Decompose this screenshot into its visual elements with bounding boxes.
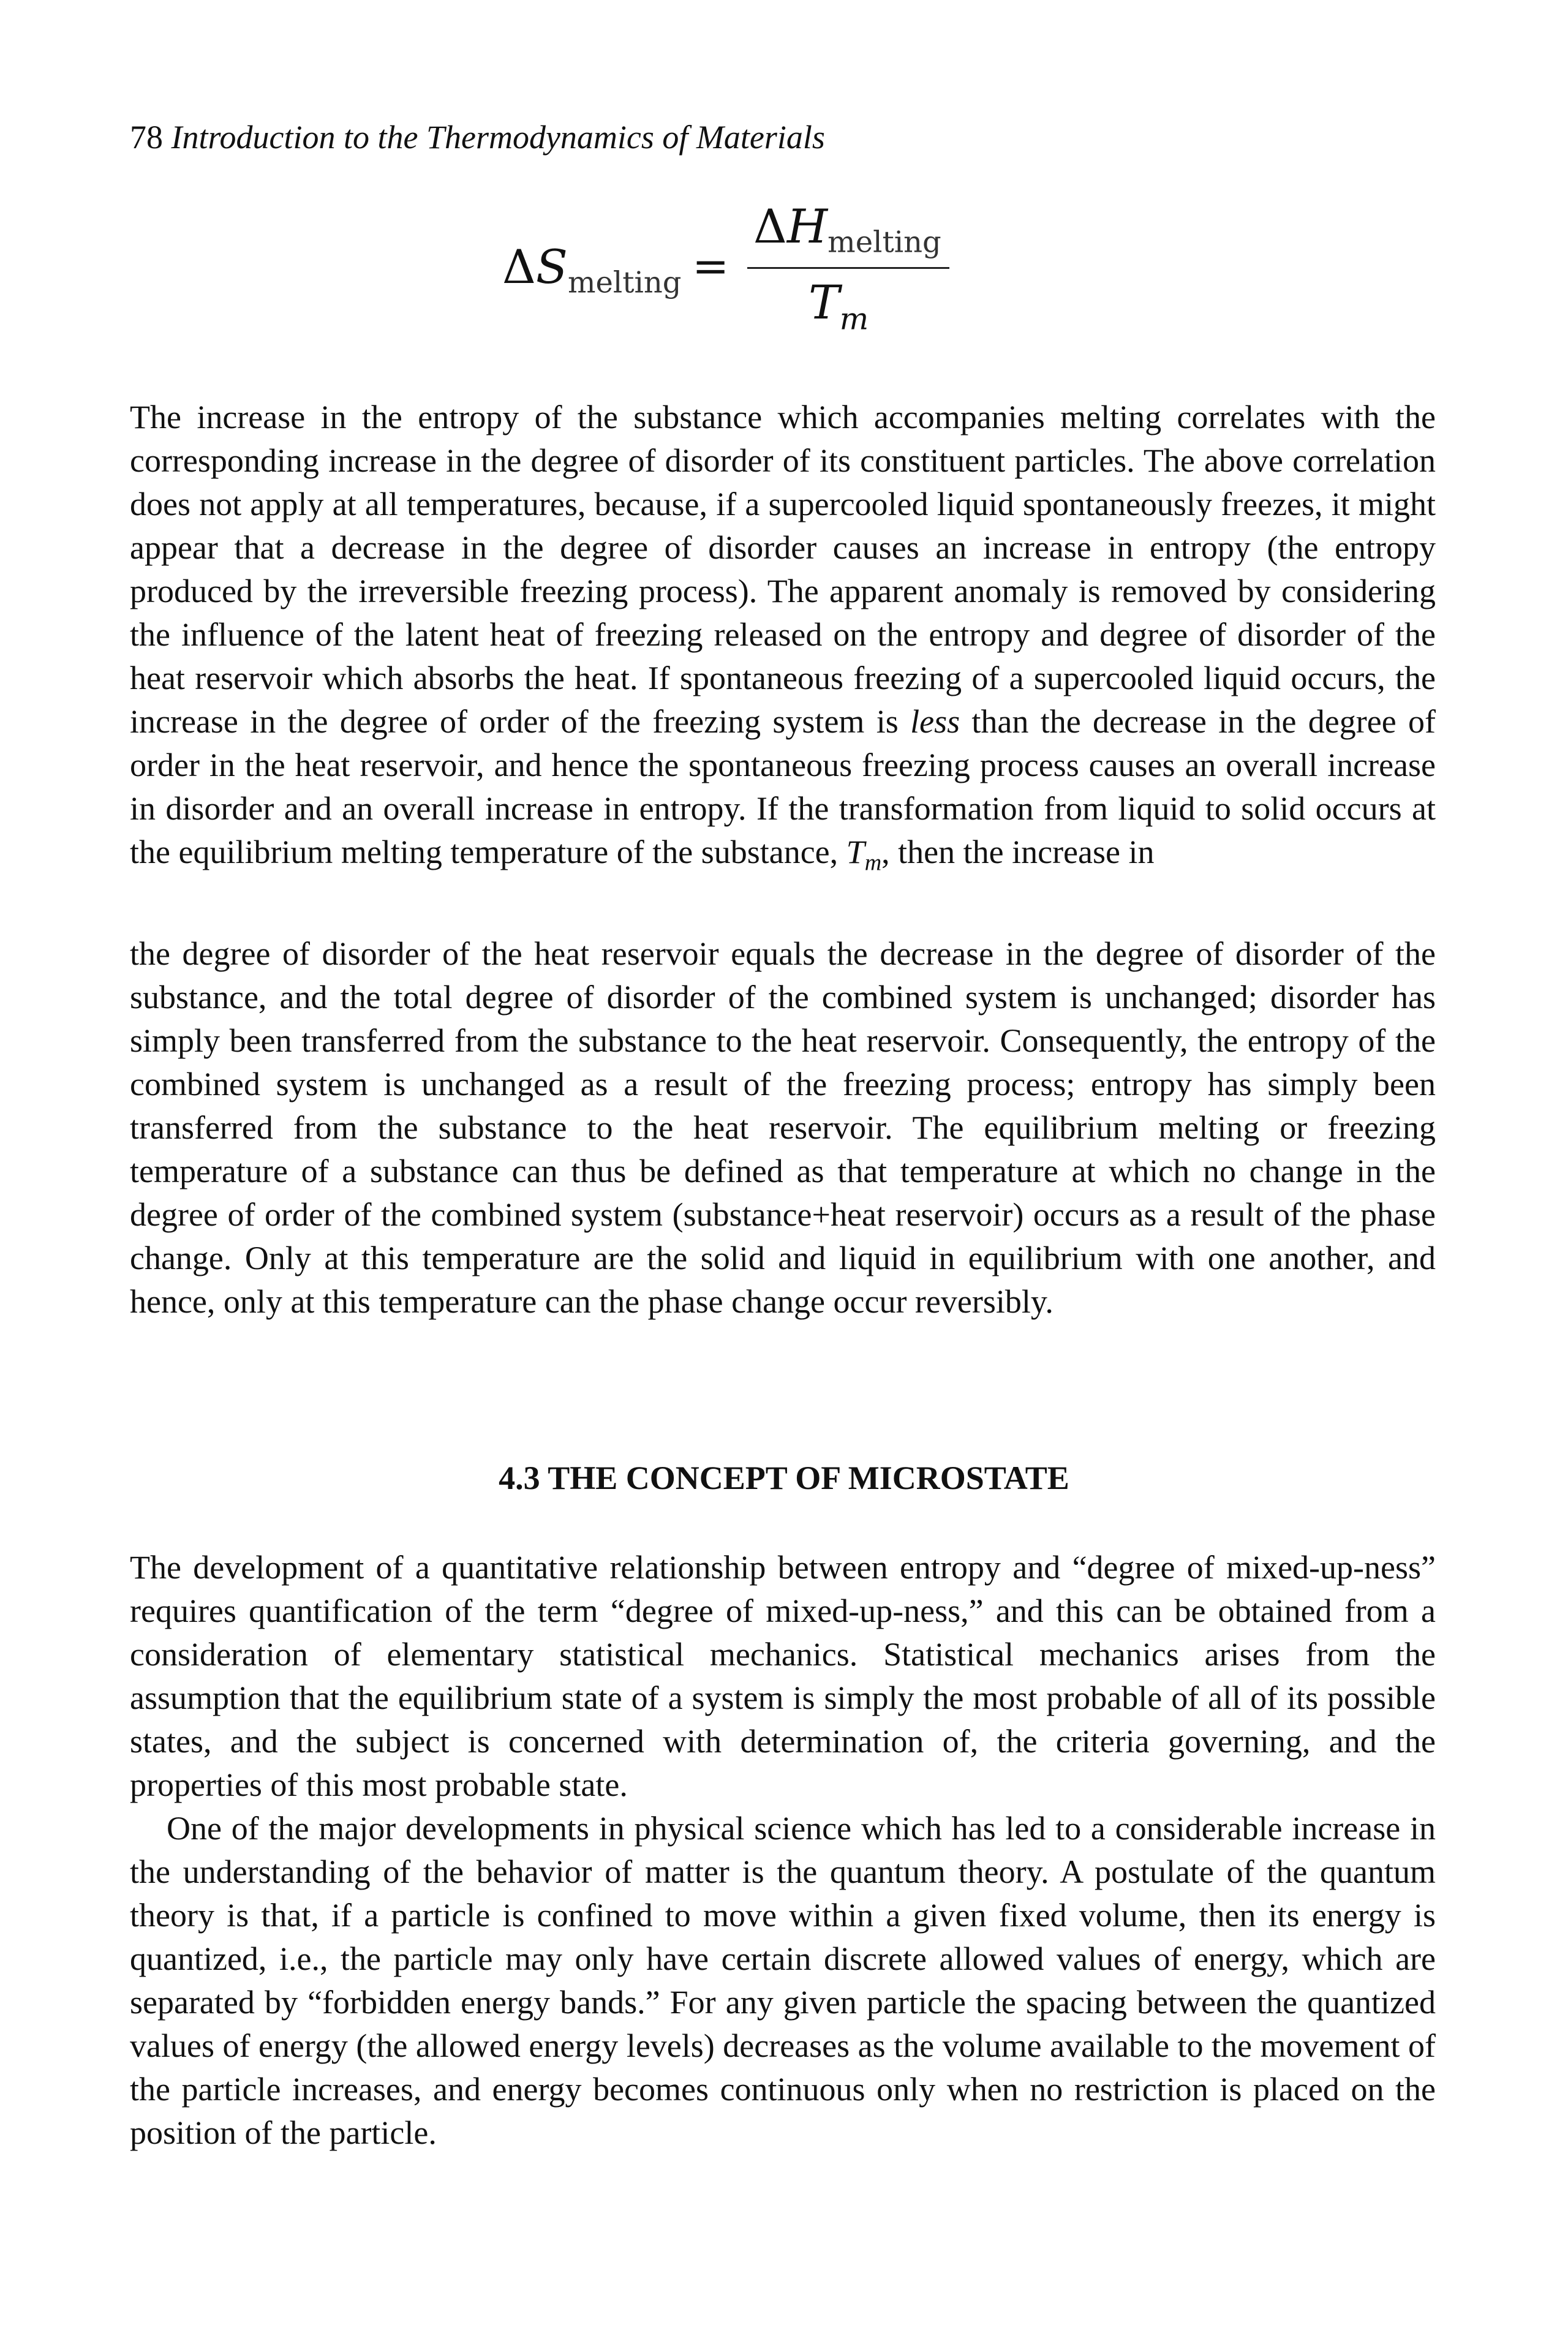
temperature-symbol: T	[809, 275, 840, 330]
section-heading: 4.3 THE CONCEPT OF MICROSTATE	[499, 1460, 1069, 1496]
equation-fraction	[747, 195, 949, 342]
denominator-subscript: m	[839, 301, 869, 337]
paragraph1-emphasis: less	[910, 703, 960, 740]
paragraph1-part2: than the decrease in the degree of order in the heat reservoir, and hence the spontaneous freezing process causes an overall increase in disorder and an overall increase in entropy. If the transformation from liquid to solid occurs at the equilibrium melting temperature of the substance,	[130, 703, 1436, 870]
fraction-numerator	[753, 199, 941, 260]
paragraph1-part1: The increase in the entropy of the substance which accompanies melting correlates with the corresponding increase in the degree of disorder of its constituent particles. The above correlation does not apply at all temperatures, because, if a supercooled liquid spontaneously freezes, it might appear that a decrease in the degree of disorder causes an increase in entropy (the entropy produced by the irreversible freezing process). The apparent anomaly is removed by considering the influence of the latent heat of freezing released on the entropy and degree of disorder of the heat reservoir which absorbs the heat. If spontaneous freezing of a supercooled liquid occurs, the increase in the degree of order of the freezing system is	[130, 399, 1436, 740]
delta-symbol: Δ	[753, 199, 787, 254]
fraction-denominator	[809, 275, 869, 337]
entropy-of-melting-equation	[502, 195, 992, 342]
enthalpy-symbol: H	[786, 199, 828, 254]
book-title: Introduction to the Thermodynamics of Materials	[171, 119, 825, 156]
entropy-symbol: S	[535, 239, 568, 294]
delta-symbol: Δ	[502, 239, 536, 294]
fraction-bar	[747, 267, 949, 269]
melting-temperature-symbol: T	[846, 834, 865, 870]
page-number: 78	[130, 119, 163, 156]
paragraph1-part3: , then the increase in	[881, 834, 1155, 870]
paragraph-quantum-theory: One of the major developments in physical science which has led to a considerable increase in the understanding of the behavior of matter is the quantum theory. A postulate of the quantum theory is that, if a particle is confined to move within a given fixed volume, then its energy is quantized, i.e., the particle may only have certain discrete allowed values of energy, which are separated by “forbidden energy bands.” For any given particle the spacing between the quantized values of energy (the allowed energy levels) decreases as the volume available to the movement of the particle increases, and energy becomes continuous only when no restriction is placed on the position of the particle.	[130, 1810, 1436, 2151]
running-head	[130, 118, 825, 157]
melting-temperature-subscript: m	[864, 850, 882, 876]
equals-sign: =	[692, 240, 729, 292]
equation-lhs	[502, 239, 682, 300]
paragraph-melting-entropy	[130, 396, 1436, 884]
paragraph-equilibrium-freezing: the degree of disorder of the heat reservoir equals the decrease in the degree of disorder of the substance, and the total degree of disorder of the combined system is unchanged; disorder has simply been transferred from the substance to the heat reservoir. Consequently, the entropy of the combined system is unchanged as a result of the freezing process; entropy has simply been transferred from the substance to the heat reservoir. The equilibrium melting or freezing temperature of a substance can thus be defined as that temperature at which no change in the degree of order of the combined system (substance+heat reservoir) occurs as a result of the phase change. Only at this temperature are the solid and liquid in equilibrium with one another, and hence, only at this temperature can the phase change occur reversibly.	[130, 935, 1436, 1320]
lhs-subscript: melting	[567, 265, 682, 300]
numerator-subscript: melting	[827, 225, 941, 260]
paragraph-statistical-mechanics: The development of a quantitative relationship between entropy and “degree of mixed-up-ness” requires quantification of the term “degree of mixed-up-ness,” and this can be obtained from a consideration of elementary statistical mechanics. Statistical mechanics arises from the assumption that the equilibrium state of a system is simply the most probable of all of its possible states, and the subject is concerned with determination of, the criteria governing, and the properties of this most probable state.	[130, 1549, 1436, 1803]
